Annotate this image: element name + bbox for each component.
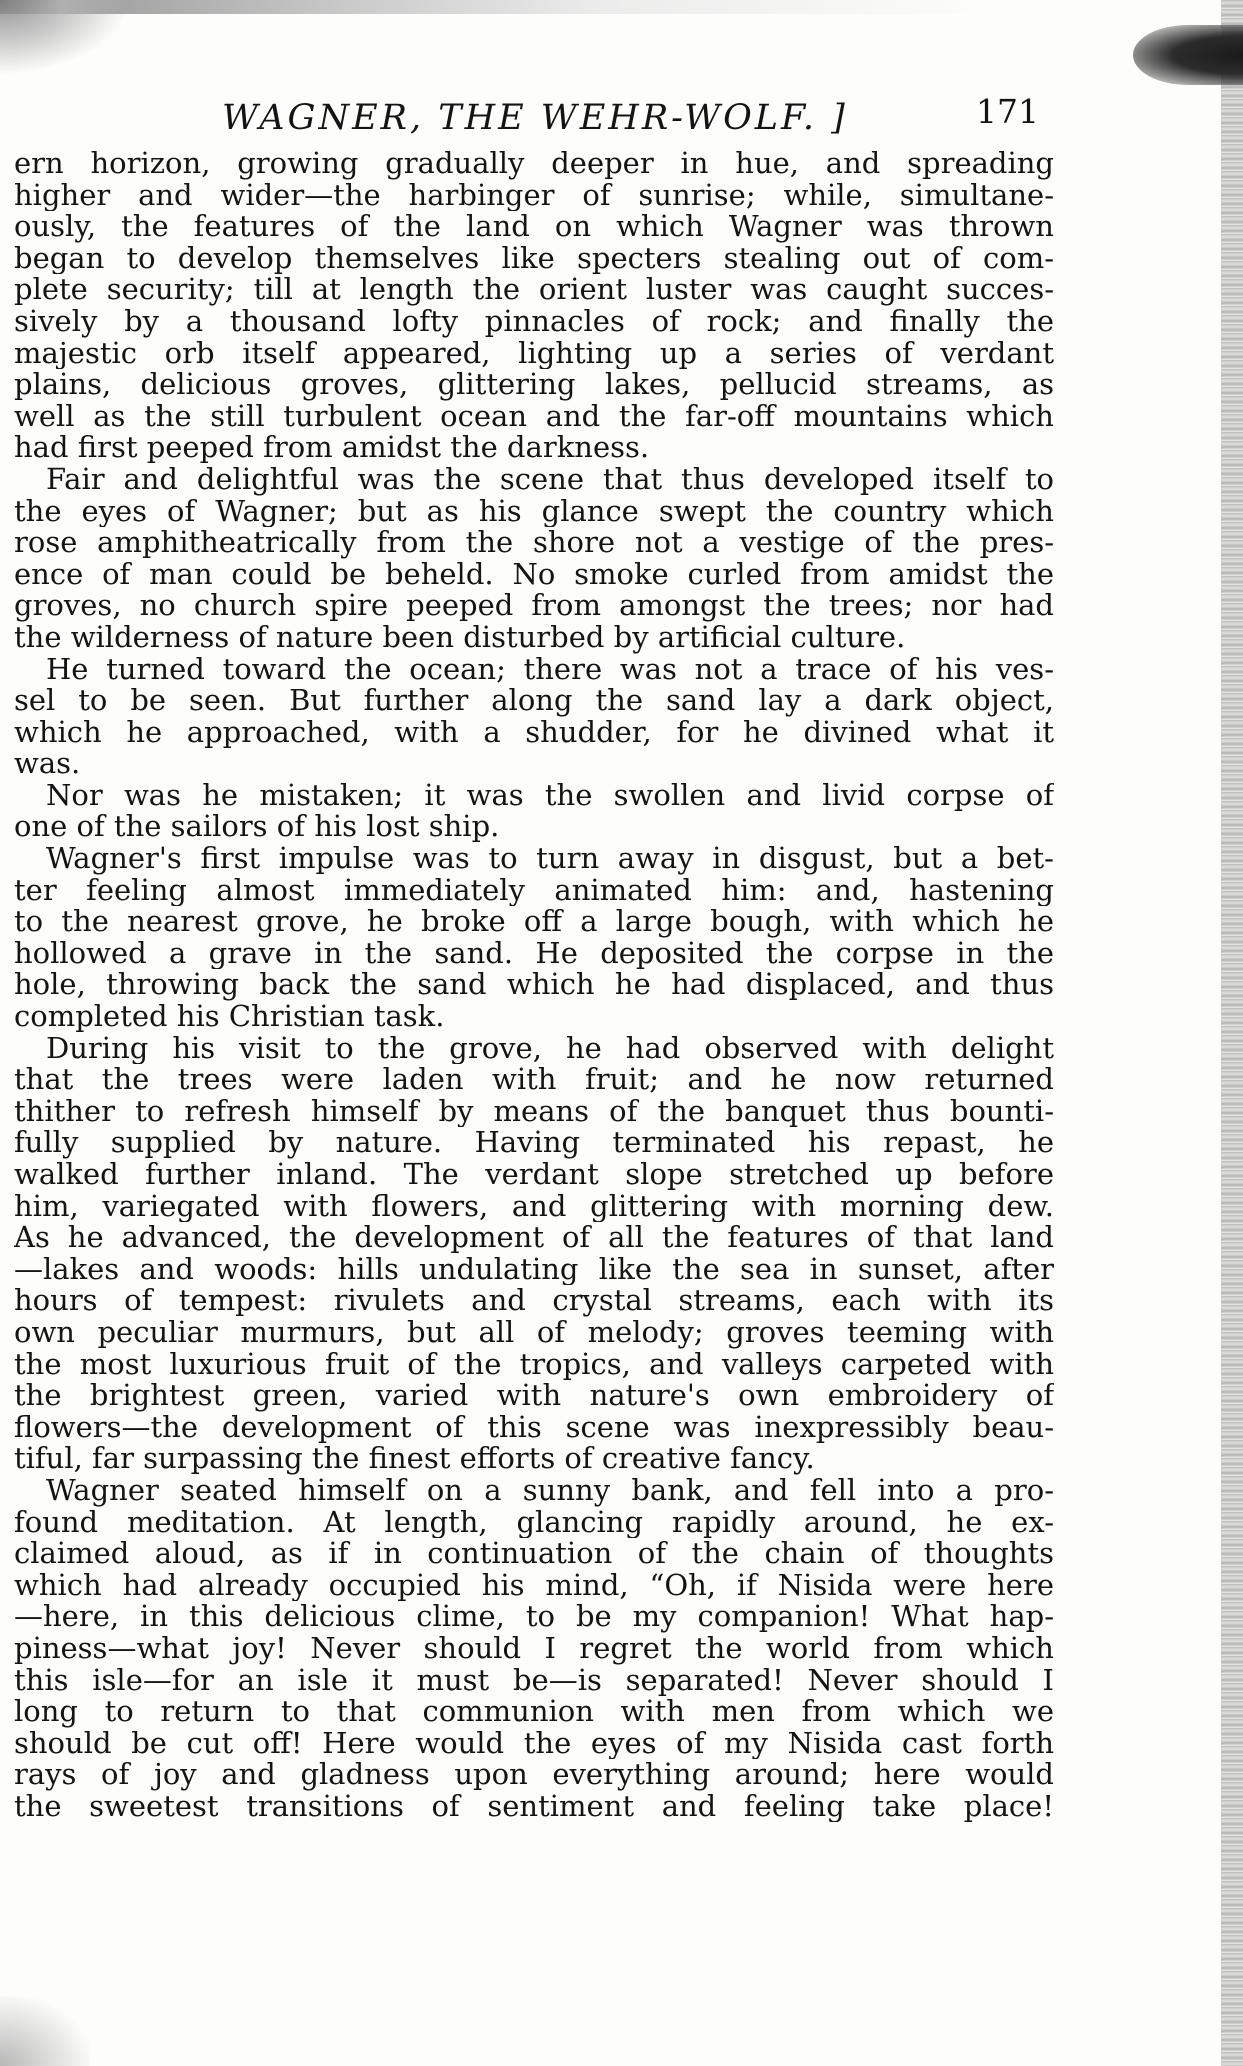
running-head [0,92,1243,152]
text-line: should be cut off! Here would the eyes of my Nisida cast forth [14,1727,1054,1760]
text-line: piness—what joy! Never should I regret the world from which [14,1632,1054,1665]
text-line: thither to refresh himself by means of the banquet thus bounti- [14,1095,1054,1128]
text-line: that the trees were laden with fruit; and he now returned [14,1064,1054,1096]
text-line: ously, the features of the land on which Wagner was thrown [14,211,1054,243]
text-line: plains, delicious groves, glittering lakes, pellucid streams, as [14,369,1054,401]
text-line: which he approached, with a shudder, for he divined what it [14,716,1054,749]
text-line: walked further inland. The verdant slope stretched up before [14,1159,1054,1191]
text-line: long to return to that communion with men from which we [14,1696,1054,1728]
text-line: plete security; till at length the orient luster was caught succes- [14,274,1054,306]
text-line: fully supplied by nature. Having terminated his repast, he [14,1127,1054,1159]
text-line: him, variegated with flowers, and glittering with morning dew. [14,1190,1054,1223]
paragraph-start: Nor was he mistaken; it was the swollen and livid corpse of [46,779,1054,812]
text-line: the wilderness of nature been disturbed by artificial culture. [14,621,906,654]
scan-thumb-shadow [1133,25,1243,85]
text-line: sel to be seen. But further along the sand lay a dark object, [14,685,1054,717]
text-line: well as the still turbulent ocean and the far-off mountains which [14,400,1054,433]
paragraph-start: Wagner's first impulse was to turn away in disgust, but a bet- [46,843,1054,875]
text-line: —lakes and woods: hills undulating like the sea in sunset, after [14,1253,1054,1286]
text-line: began to develop themselves like specters stealing out of com- [14,242,1054,275]
text-line: the brightest green, varied with nature's own embroidery of [14,1380,1054,1412]
text-line: higher and wider—the harbinger of sunrise; while, simultane- [14,179,1054,212]
text-line: flowers—the development of this scene was inexpressibly beau- [14,1411,1054,1444]
text-line: the eyes of Wagner; but as his glance swept the country which [14,495,1054,528]
scan-edge-right [1221,0,1243,2066]
text-line: tiful, far surpassing the finest efforts of creative fancy. [14,1443,815,1475]
text-line: ence of man could be beheld. No smoke curled from amidst the [14,558,1054,591]
paragraph-start: Fair and delightful was the scene that thus developed itself to [46,463,1054,496]
paragraph-start: Wagner seated himself on a sunny bank, and fell into a pro- [46,1474,1054,1507]
scan-corner-shadow [0,0,130,75]
text-line: own peculiar murmurs, but all of melody; groves teeming with [14,1316,1054,1349]
text-line: hollowed a grave in the sand. He deposited the corpse in the [14,937,1054,970]
text-line: the most luxurious fruit of the tropics, and valleys carpeted with [14,1348,1054,1381]
running-title: WAGNER, THE WEHR-WOLF. ] [222,98,848,138]
scan-edge-top [0,0,1000,14]
page-number: 171 [976,92,1039,131]
text-line: groves, no church spire peeped from amongst the trees; nor had [14,590,1054,622]
text-line: rose amphitheatrically from the shore not a vestige of the pres- [14,527,1054,559]
scan-corner-shadow-bottom [0,1996,90,2066]
text-line: hole, throwing back the sand which he had displaced, and thus [14,969,1054,1002]
paragraph-start: He turned toward the ocean; there was not a trace of his ves- [46,653,1054,686]
text-line: completed his Christian task. [14,1001,445,1033]
paragraph-start: During his visit to the grove, he had observed with delight [46,1032,1054,1065]
text-line: hours of tempest: rivulets and crystal streams, each with its [14,1285,1054,1317]
text-line: was. [14,748,81,780]
text-line: to the nearest grove, he broke off a large bough, with which he [14,906,1054,938]
text-line: ern horizon, growing gradually deeper in hue, and spreading [14,148,1054,180]
text-line: —here, in this delicious clime, to be my companion! What hap- [14,1601,1054,1633]
text-line: sively by a thousand lofty pinnacles of rock; and finally the [14,305,1054,338]
text-line: found meditation. At length, glancing rapidly around, he ex- [14,1506,1054,1539]
text-line: one of the sailors of his lost ship. [14,811,500,844]
text-line: rays of joy and gladness upon everything around; here would [14,1759,1054,1791]
text-line: this isle—for an isle it must be—is separated! Never should I [14,1664,1054,1697]
text-line: which had already occupied his mind, “Oh, if Nisida were here [14,1569,1054,1602]
body-text [14,148,1054,1822]
text-line: had first peeped from amidst the darkness. [14,432,650,464]
text-line: the sweetest transitions of sentiment and feeling take place! [14,1790,1054,1823]
text-line: majestic orb itself appeared, lighting up a series of verdant [14,337,1054,370]
text-line: As he advanced, the development of all the features of that land [14,1222,1054,1254]
text-line: ter feeling almost immediately animated him: and, hastening [14,874,1054,907]
text-line: claimed aloud, as if in continuation of the chain of thoughts [14,1538,1054,1570]
